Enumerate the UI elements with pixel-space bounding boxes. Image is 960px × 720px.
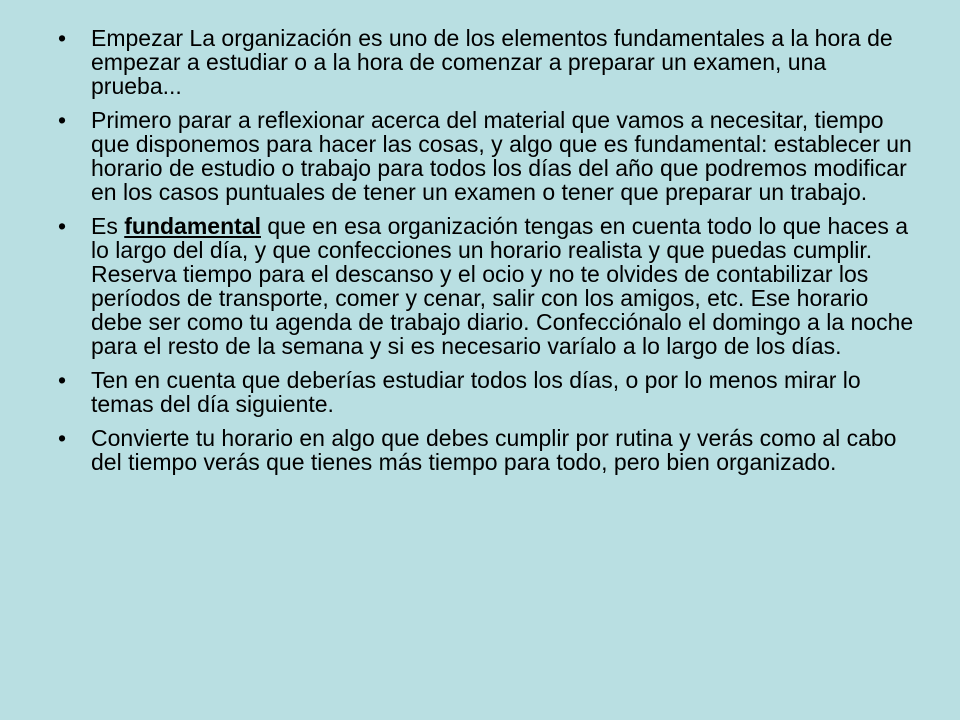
bullet-text-after: que en esa organización tengas en cuenta todo lo que haces a lo largo del día, y que confecciones un horario realista y que puedas cumplir. Reserva tiempo para el descanso y el ocio y no te olvides de contabilizar los períodos de transporte, comer y cenar, salir con los amigos, etc. Ese horario debe ser como tu agenda de trabajo diario. Confecciónalo el domingo a la noche para el resto de la semana y si es necesario varíalo a lo largo de los días. (91, 213, 914, 359)
fundamental-link[interactable]: fundamental (124, 213, 261, 239)
bullet-item-1 (58, 26, 920, 98)
bullet-text: Empezar La organización es uno de los elementos fundamentales a la hora de empezar a estudiar o a la hora de comenzar a preparar un examen, una prueba... (91, 25, 893, 99)
bullet-marker: • (58, 107, 67, 133)
bullet-item-5 (58, 426, 920, 474)
bullet-item-2 (58, 108, 920, 204)
bullet-text-before: Es (91, 213, 125, 239)
bullet-list (58, 26, 920, 474)
bullet-marker: • (58, 213, 67, 239)
bullet-text: Primero parar a reflexionar acerca del material que vamos a necesitar, tiempo que disponemos para hacer las cosas, y algo que es fundamental: establecer un horario de estudio o trabajo para todos los días del año que podremos modificar en los casos puntuales de tener un examen o tener que preparar un trabajo. (91, 107, 912, 205)
bullet-marker: • (58, 25, 67, 51)
bullet-marker: • (58, 425, 67, 451)
bullet-text: Ten en cuenta que deberías estudiar todos los días, o por lo menos mirar lo temas del día siguiente. (91, 367, 861, 417)
bullet-marker: • (58, 367, 67, 393)
bullet-text: Convierte tu horario en algo que debes cumplir por rutina y verás como al cabo del tiempo verás que tienes más tiempo para todo, pero bien organizado. (91, 425, 897, 475)
bullet-item-3 (58, 214, 920, 358)
bullet-item-4 (58, 368, 920, 416)
